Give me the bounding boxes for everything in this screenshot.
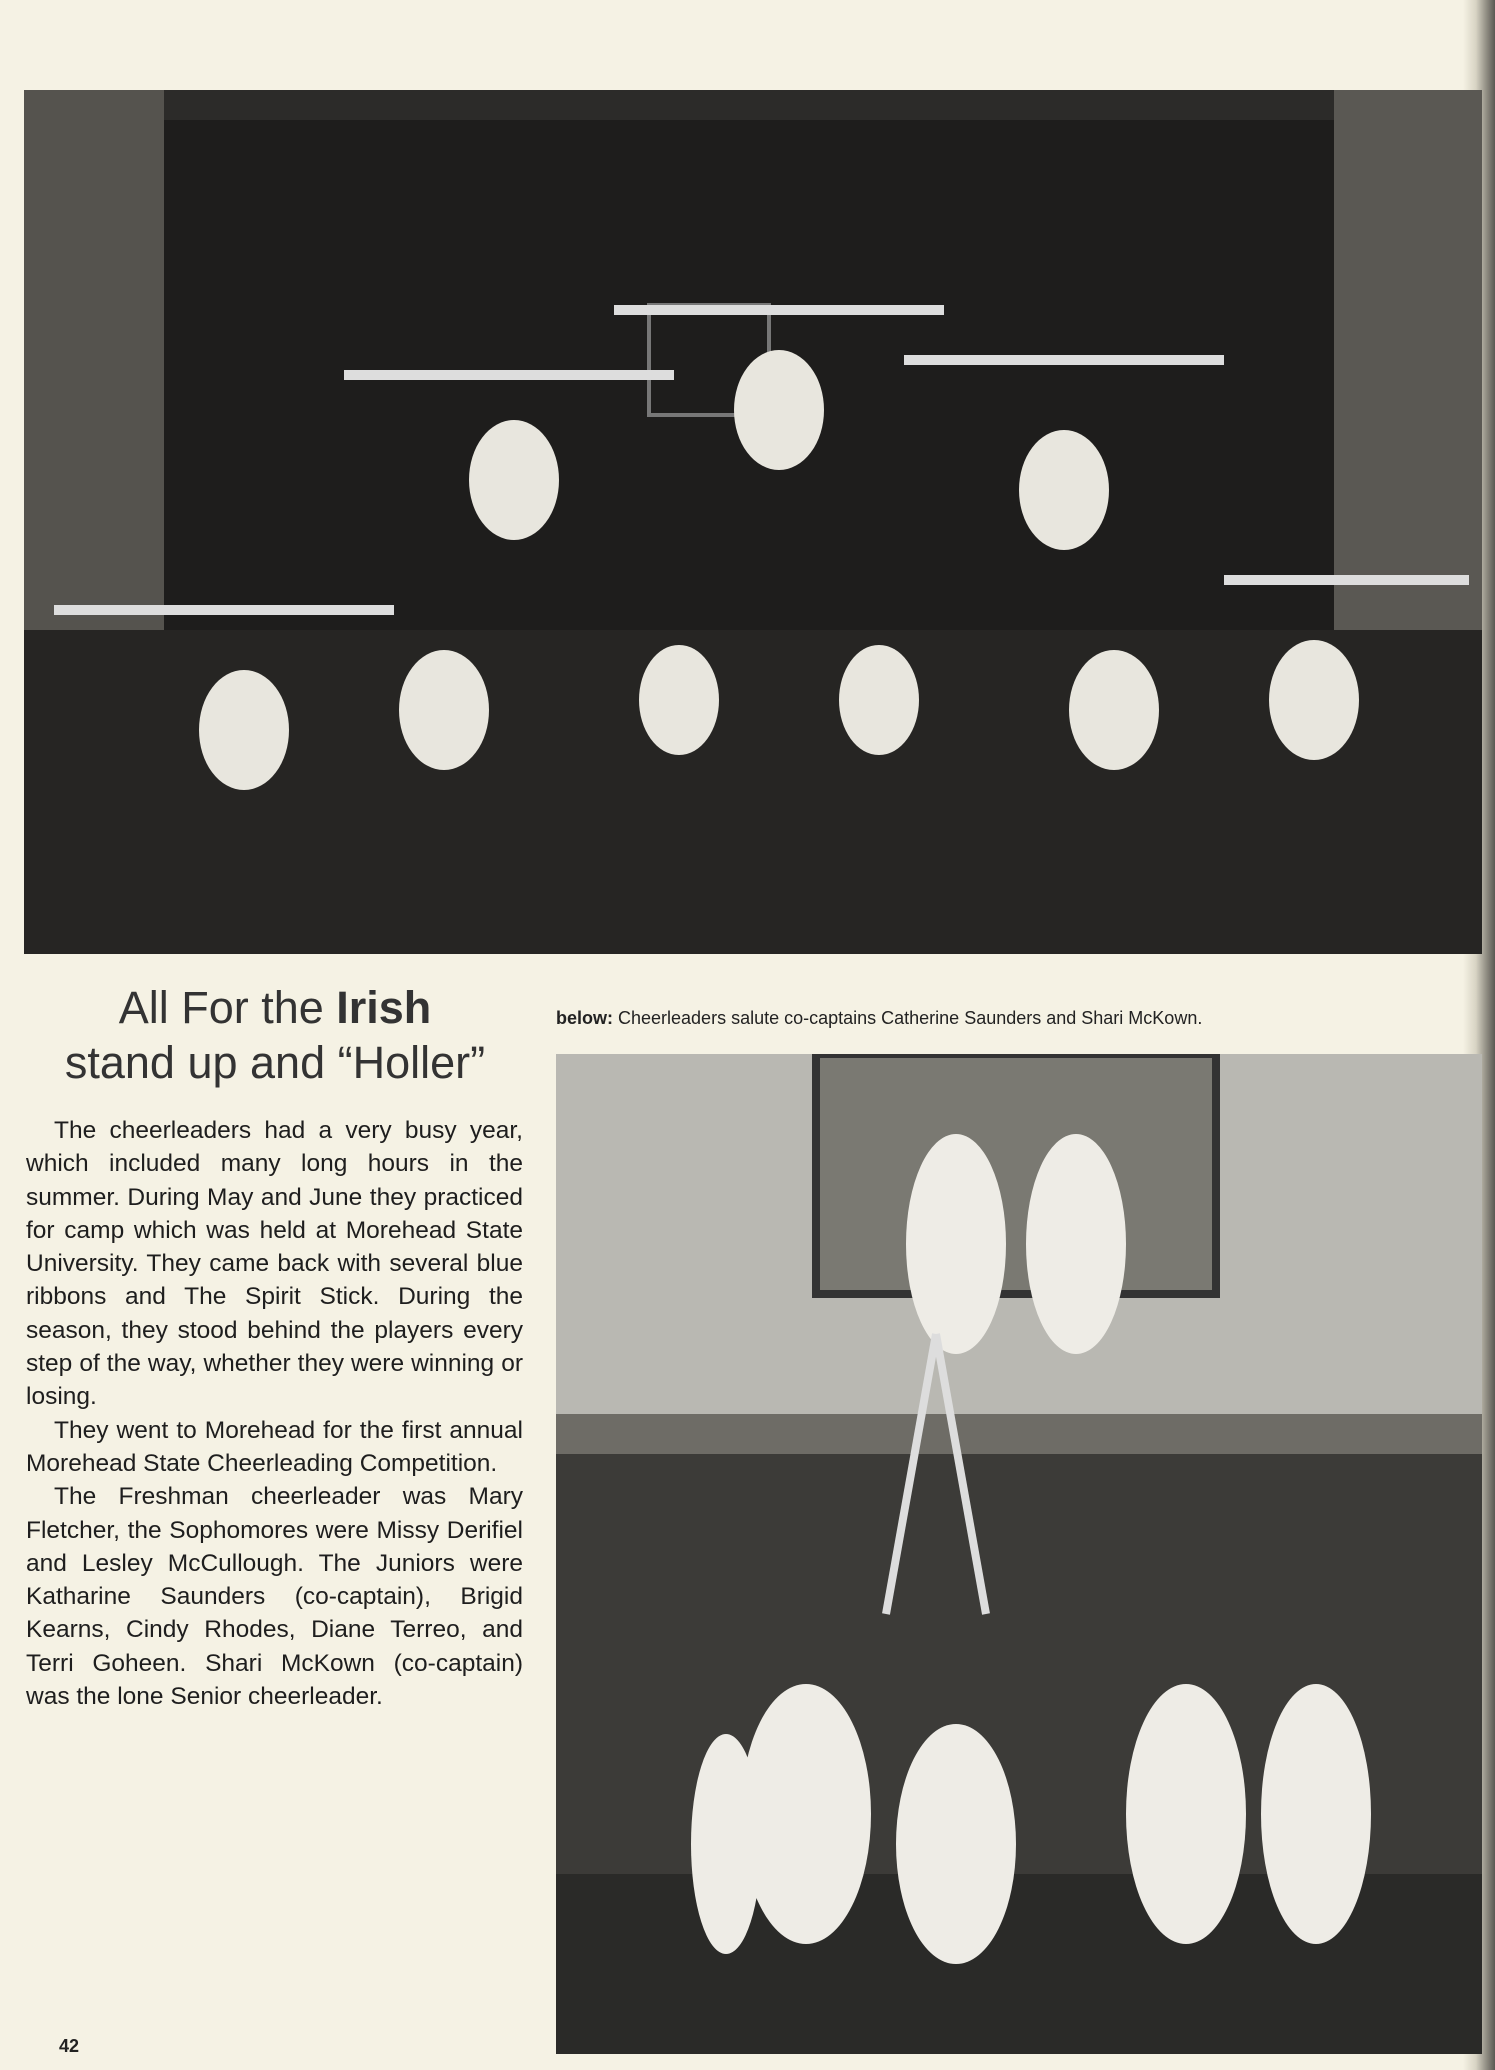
body-paragraph: The cheerleaders had a very busy year, which included many long hours in the summer. During May and June they practiced for camp which was held at Morehead State University. They came back with several blue ribbons and The Spirit Stick. During the season, they stood behind the players every step of the way, whether they were winning or losing. [26, 1117, 523, 1411]
caption-label: below: [556, 1008, 613, 1028]
body-paragraph: The Freshman cheerleader was Mary Fletcher, the Sophomores were Missy Derifiel and Lesley McCullough. The Juniors were Katharine Saunders (co-captain), Brigid Kearns, Cindy Rhodes, Diane Terreo, and Terri Goheen. Shari McKown (co-captain) was the lone Senior cheerleader. [26, 1483, 523, 1711]
body-paragraph: They went to Morehead for the first annual Morehead State Cheerleading Competition. [26, 1416, 523, 1477]
headline-prefix: All For the [118, 982, 337, 1033]
cheerleaders-salute-photo [556, 1054, 1482, 2054]
cheerleader-pyramid-photo [24, 90, 1482, 954]
photo-caption [556, 1008, 1202, 1029]
page-headline [20, 980, 530, 1090]
caption-text: Cheerleaders salute co-captains Catherine Saunders and Shari McKown. [613, 1008, 1203, 1028]
headline-line2: stand up and “Holler” [64, 1037, 486, 1088]
article-body [26, 1114, 523, 1713]
headline-bold: Irish [336, 982, 432, 1033]
page-number: 42 [59, 2036, 80, 2056]
